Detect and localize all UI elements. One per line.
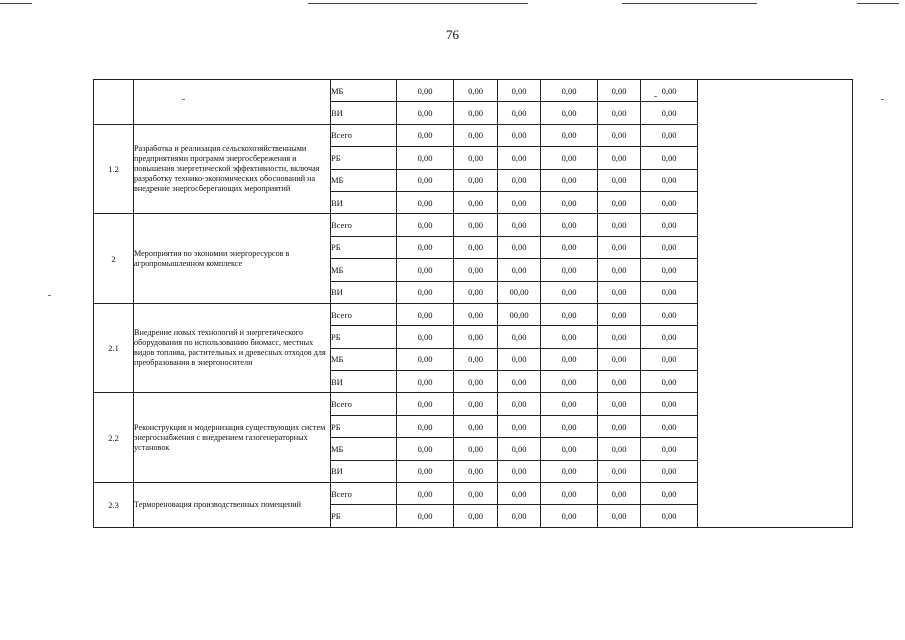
value-cell: 0,00 (498, 326, 541, 348)
value-cell: 0,00 (598, 393, 641, 415)
value-cell: 0,00 (498, 124, 541, 146)
value-cell: 0,00 (498, 147, 541, 169)
value-cell: 0,00 (397, 169, 454, 191)
item-number (94, 80, 134, 125)
funding-source: МБ (331, 259, 397, 281)
value-cell: 0,00 (397, 124, 454, 146)
value-cell: 0,00 (454, 505, 498, 527)
funding-source: ВИ (331, 371, 397, 393)
value-cell: 0,00 (541, 80, 598, 102)
value-cell: 0,00 (454, 147, 498, 169)
value-cell: 0,00 (641, 124, 698, 146)
value-cell: 0,00 (397, 326, 454, 348)
value-cell: 0,00 (641, 326, 698, 348)
value-cell: 0,00 (598, 236, 641, 258)
item-number: 1.2 (94, 124, 134, 214)
value-cell: 0,00 (397, 281, 454, 303)
funding-source: РБ (331, 415, 397, 437)
value-cell: 0,00 (641, 438, 698, 460)
item-name: Термореновация производственных помещений (134, 483, 331, 528)
value-cell: 0,00 (498, 236, 541, 258)
funding-source: МБ (331, 438, 397, 460)
value-cell: 0,00 (541, 371, 598, 393)
value-cell: 0,00 (498, 483, 541, 505)
value-cell: 0,00 (641, 483, 698, 505)
value-cell: 0,00 (541, 147, 598, 169)
value-cell: 0,00 (641, 102, 698, 124)
item-name (134, 80, 331, 125)
funding-source: ВИ (331, 191, 397, 213)
funding-source: ВИ (331, 102, 397, 124)
funding-source: ВИ (331, 281, 397, 303)
item-name: Мероприятия по экономии энергоресурсов в агропромышленном комплексе (134, 214, 331, 304)
value-cell: 0,00 (498, 191, 541, 213)
value-cell: 0,00 (498, 102, 541, 124)
value-cell: 0,00 (641, 191, 698, 213)
value-cell: 0,00 (498, 415, 541, 437)
value-cell: 0,00 (454, 214, 498, 236)
item-name: Разработка и реализация сельскохозяйственными предприятиями программ энергосбережения и повышения энергетической эффективности, включая разработку технико-экономических обоснований на внедрение энергосберегающих мероприятий (134, 124, 331, 214)
value-cell: 0,00 (454, 124, 498, 146)
value-cell: 0,00 (498, 259, 541, 281)
value-cell: 0,00 (541, 348, 598, 370)
value-cell: 0,00 (541, 191, 598, 213)
scan-edge-line (622, 3, 757, 4)
value-cell: 0,00 (641, 236, 698, 258)
value-cell: 0,00 (641, 460, 698, 482)
value-cell: 0,00 (397, 505, 454, 527)
value-cell: 0,00 (541, 483, 598, 505)
value-cell: 0,00 (498, 169, 541, 191)
item-number: 2.3 (94, 483, 134, 528)
value-cell: 0,00 (454, 483, 498, 505)
value-cell: 0,00 (598, 415, 641, 437)
value-cell: 0,00 (454, 326, 498, 348)
value-cell: 0,00 (641, 214, 698, 236)
funding-source: РБ (331, 326, 397, 348)
value-cell: 0,00 (397, 393, 454, 415)
item-name: Реконструкция и модернизация существующих систем энергоснабжения с внедрением газогенераторных установок (134, 393, 331, 483)
value-cell: 0,00 (598, 348, 641, 370)
value-cell: 0,00 (397, 415, 454, 437)
table-row (94, 80, 853, 102)
value-cell: 0,00 (598, 371, 641, 393)
funding-source: РБ (331, 147, 397, 169)
value-cell: 0,00 (598, 214, 641, 236)
value-cell: 0,00 (454, 236, 498, 258)
value-cell: 0,00 (397, 214, 454, 236)
funding-source: Всего (331, 393, 397, 415)
page-number: 76 (446, 27, 459, 42)
value-cell: 0,00 (454, 438, 498, 460)
funding-source: Всего (331, 124, 397, 146)
value-cell: 0,00 (397, 348, 454, 370)
value-cell: 0,00 (397, 303, 454, 325)
value-cell: 0,00 (397, 483, 454, 505)
scan-edge-line (308, 3, 528, 4)
value-cell: 0,00 (454, 460, 498, 482)
value-cell: 0,00 (397, 371, 454, 393)
value-cell: 0,00 (541, 505, 598, 527)
value-cell: 0,00 (541, 124, 598, 146)
value-cell: 0,00 (454, 393, 498, 415)
value-cell: 0,00 (397, 191, 454, 213)
value-cell: 0,00 (498, 80, 541, 102)
funding-source: РБ (331, 236, 397, 258)
value-cell: 0,00 (641, 393, 698, 415)
value-cell: 0,00 (541, 236, 598, 258)
value-cell: 0,00 (498, 460, 541, 482)
value-cell: 0,00 (598, 326, 641, 348)
value-cell: 0,00 (454, 415, 498, 437)
value-cell: 0,00 (641, 303, 698, 325)
budget-table (93, 79, 853, 528)
value-cell: 0,00 (397, 236, 454, 258)
value-cell: 0,00 (598, 169, 641, 191)
value-cell: 0,00 (454, 303, 498, 325)
scan-speck (48, 295, 51, 296)
value-cell: 0,00 (641, 259, 698, 281)
value-cell: 0,00 (498, 371, 541, 393)
value-cell: 00,00 (498, 281, 541, 303)
item-name: Внедрение новых технологий и энергетического оборудования по использованию биомасс, местных видов топлива, растительных и древесных отходов для преобразования в энергоносители (134, 303, 331, 393)
funding-source: Всего (331, 483, 397, 505)
value-cell: 0,00 (397, 438, 454, 460)
funding-source: МБ (331, 80, 397, 102)
funding-source: Всего (331, 303, 397, 325)
value-cell: 0,00 (498, 438, 541, 460)
value-cell: 0,00 (541, 415, 598, 437)
value-cell: 0,00 (454, 191, 498, 213)
value-cell: 0,00 (541, 102, 598, 124)
value-cell: 00,00 (498, 303, 541, 325)
value-cell: 0,00 (598, 102, 641, 124)
value-cell: 0,00 (397, 147, 454, 169)
value-cell: 0,00 (541, 393, 598, 415)
value-cell: 0,00 (454, 348, 498, 370)
value-cell: 0,00 (641, 415, 698, 437)
value-cell: 0,00 (641, 147, 698, 169)
scan-speck (881, 99, 884, 100)
scan-edge-line (0, 3, 32, 4)
value-cell: 0,00 (541, 460, 598, 482)
value-cell: 0,00 (598, 460, 641, 482)
value-cell: 0,00 (641, 371, 698, 393)
value-cell: 0,00 (598, 281, 641, 303)
value-cell: 0,00 (598, 259, 641, 281)
value-cell: 0,00 (397, 102, 454, 124)
value-cell: 0,00 (454, 80, 498, 102)
value-cell: 0,00 (498, 214, 541, 236)
value-cell: 0,00 (541, 169, 598, 191)
item-number: 2.2 (94, 393, 134, 483)
value-cell: 0,00 (498, 393, 541, 415)
scan-edge-line (857, 3, 899, 4)
funding-source: ВИ (331, 460, 397, 482)
value-cell: 0,00 (397, 460, 454, 482)
value-cell: 0,00 (641, 169, 698, 191)
value-cell: 0,00 (454, 281, 498, 303)
value-cell: 0,00 (397, 259, 454, 281)
value-cell: 0,00 (641, 505, 698, 527)
item-number: 2.1 (94, 303, 134, 393)
funding-source: РБ (331, 505, 397, 527)
value-cell: 0,00 (641, 80, 698, 102)
value-cell: 0,00 (454, 102, 498, 124)
value-cell: 0,00 (598, 80, 641, 102)
value-cell: 0,00 (598, 303, 641, 325)
value-cell: 0,00 (598, 191, 641, 213)
value-cell: 0,00 (541, 303, 598, 325)
value-cell: 0,00 (598, 505, 641, 527)
funding-source: Всего (331, 214, 397, 236)
funding-source: МБ (331, 348, 397, 370)
notes-column (698, 80, 853, 528)
value-cell: 0,00 (598, 483, 641, 505)
value-cell: 0,00 (454, 371, 498, 393)
item-number: 2 (94, 214, 134, 304)
value-cell: 0,00 (541, 214, 598, 236)
value-cell: 0,00 (541, 326, 598, 348)
value-cell: 0,00 (598, 124, 641, 146)
value-cell: 0,00 (541, 438, 598, 460)
value-cell: 0,00 (641, 281, 698, 303)
value-cell: 0,00 (454, 169, 498, 191)
table-body (94, 80, 853, 528)
value-cell: 0,00 (454, 259, 498, 281)
value-cell: 0,00 (598, 438, 641, 460)
value-cell: 0,00 (397, 80, 454, 102)
value-cell: 0,00 (541, 259, 598, 281)
value-cell: 0,00 (498, 505, 541, 527)
funding-source: МБ (331, 169, 397, 191)
value-cell: 0,00 (498, 348, 541, 370)
value-cell: 0,00 (598, 147, 641, 169)
value-cell: 0,00 (541, 281, 598, 303)
value-cell: 0,00 (641, 348, 698, 370)
